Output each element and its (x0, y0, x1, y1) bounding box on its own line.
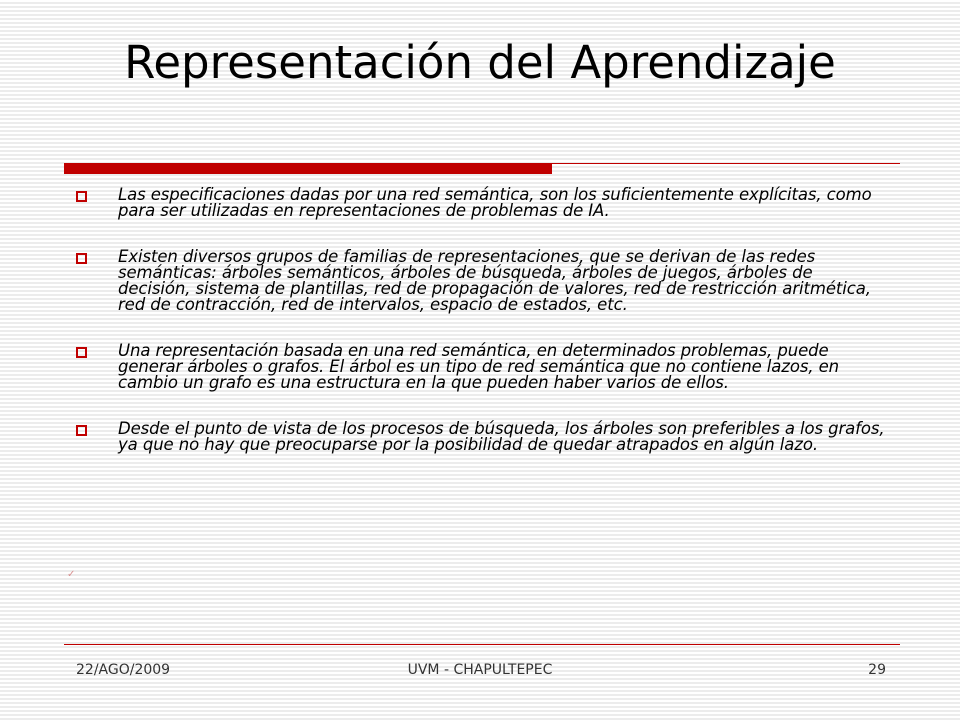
bullet-text: Una representación basada en una red semántica, en determinados problemas, puede generar árboles o grafos. El árbol es un tipo de red semántica que no contiene lazos, en cambio un grafo es una estructura en la que pueden haber varios de ellos. (118, 341, 840, 392)
slide-title: Representación del Aprendizaje (124, 36, 836, 89)
square-bullet-icon (76, 191, 87, 202)
footer-institution: UVM - CHAPULTEPEC (407, 662, 553, 678)
bullet-item (75, 249, 890, 313)
checkmark-icon: ✓ (67, 569, 76, 580)
bullet-item (75, 421, 890, 453)
square-bullet-icon (76, 425, 87, 436)
footer-divider-line (64, 644, 900, 645)
bullet-list (75, 187, 890, 483)
slide-number: 29 (868, 662, 886, 678)
bullet-text: Las especificaciones dadas por una red semántica, son los suficientemente explícitas, como para ser utilizadas en representaciones de problemas de IA. (118, 185, 872, 220)
footer-date: 22/AGO/2009 (76, 662, 171, 678)
bullet-item (75, 343, 890, 391)
title-accent-bar (64, 164, 552, 174)
square-bullet-icon (76, 253, 87, 264)
bullet-text: Desde el punto de vista de los procesos de búsqueda, los árboles son preferibles a los grafos, ya que no hay que preocuparse por la posibilidad de quedar atrapados en algún lazo. (118, 419, 885, 454)
bullet-item (75, 187, 890, 219)
bullet-text: Existen diversos grupos de familias de representaciones, que se derivan de las redes semánticas: árboles semánticos, árboles de búsqueda, árboles de juegos, árboles de decisión, sistema de plantillas, red de propagación de valores, red de restricción aritmética, red de contracción, red de intervalos, espacio de estados, etc. (118, 247, 871, 314)
square-bullet-icon (76, 347, 87, 358)
